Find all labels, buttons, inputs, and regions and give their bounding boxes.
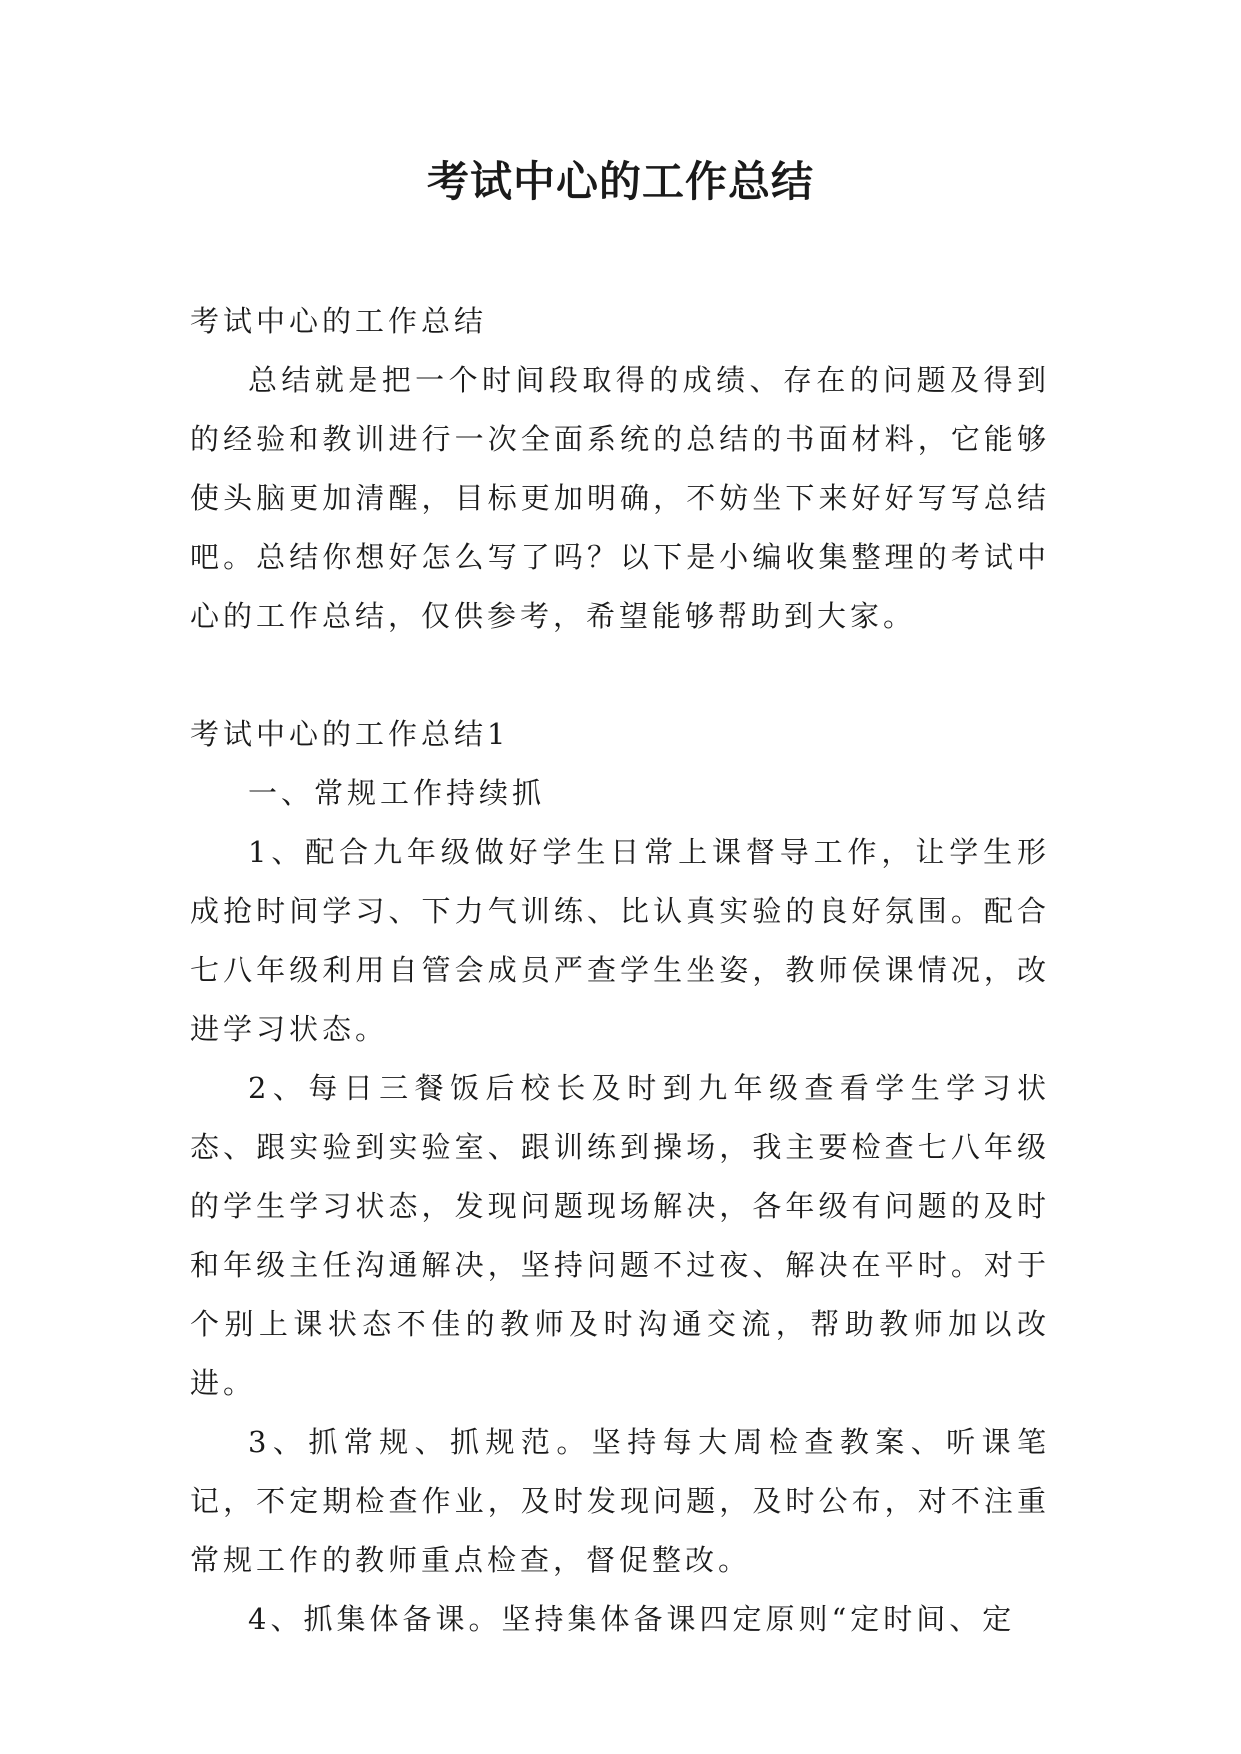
list-item: 2、每日三餐饭后校长及时到九年级查看学生学习状态、跟实验到实验室、跟训练到操场，我主要检查七八年级的学生学习状态，发现问题现场解决，各年级有问题的及时和年级主任沟通解决，坚持问题不过夜、解决在平时。对于个别上课状态不佳的教师及时沟通交流，帮助教师加以改进。 <box>190 1071 1050 1400</box>
paragraph-gap <box>190 646 1050 705</box>
document-title: 考试中心的工作总结 <box>426 157 814 206</box>
document-subtitle: 考试中心的工作总结 <box>190 304 488 338</box>
list-item: 3、抓常规、抓规范。坚持每大周检查教案、听课笔记，不定期检查作业，及时发现问题，及时公布，对不注重常规工作的教师重点检查，督促整改。 <box>190 1425 1050 1577</box>
list-item: 1、配合九年级做好学生日常上课督导工作，让学生形成抢时间学习、下力气训练、比认真实验的良好氛围。配合七八年级利用自管会成员严查学生坐姿，教师侯课情况，改进学习状态。 <box>190 835 1050 1046</box>
section-heading: 一、常规工作持续抓 <box>248 776 546 810</box>
intro-paragraph: 总结就是把一个时间段取得的成绩、存在的问题及得到的经验和教训进行一次全面系统的总结的书面材料，它能够使头脑更加清醒，目标更加明确，不妨坐下来好好写写总结吧。总结你想好怎么写了吗？以下是小编收集整理的考试中心的工作总结，仅供参考，希望能够帮助到大家。 <box>190 363 1050 633</box>
list-item: 4、抓集体备课。坚持集体备课四定原则“定时间、定 <box>248 1602 1016 1636</box>
document-body <box>190 292 1050 1649</box>
section-title: 考试中心的工作总结1 <box>190 717 510 751</box>
